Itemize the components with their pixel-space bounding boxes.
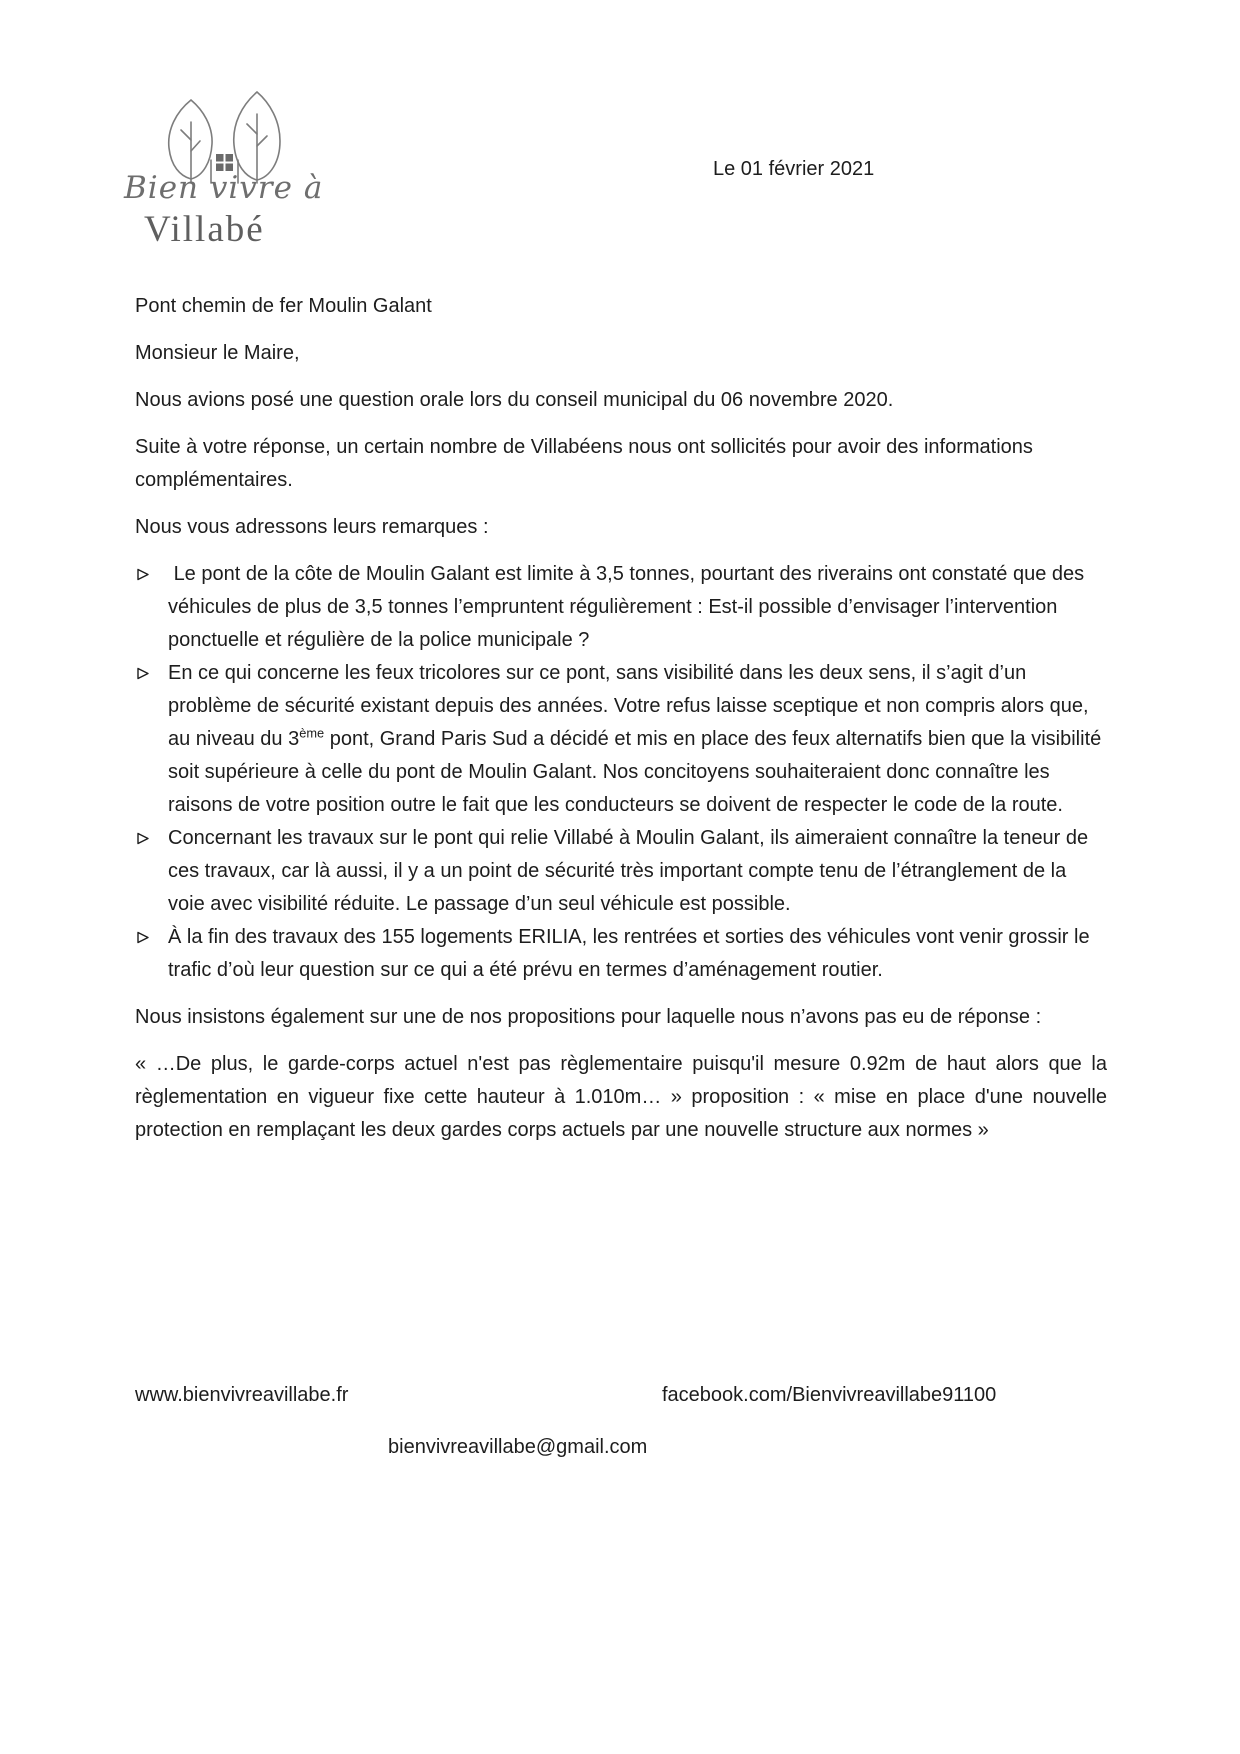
quoted-proposal: « …De plus, le garde-corps actuel n'est pas règlementaire puisqu'il mesure 0.92m de haut alors que la règlementation en vigueur fixe cette hauteur à 1.010m… » proposition : « mise en place d'une nouvelle protection en remplaçant les deux gardes corps actuels par une nouvelle structure aux normes » — [135, 1053, 1107, 1141]
subject-line: Pont chemin de fer Moulin Galant — [135, 295, 432, 317]
list-item-text: À la fin des travaux des 155 logements ERILIA, les rentrées et sorties des véhicules vont venir grossir le trafic d’où leur question sur ce qui a été prévu en termes d’aménagement routier. — [168, 926, 1096, 981]
salutation: Monsieur le Maire, — [135, 342, 300, 364]
logo-script-text: Bien vivre à — [124, 170, 324, 206]
logo — [126, 88, 326, 251]
arrow-bullet-icon — [135, 931, 168, 944]
paragraph-2: Suite à votre réponse, un certain nombre de Villabéens nous ont sollicités pour avoir des informations complémentaires. — [135, 436, 1045, 491]
arrow-bullet-icon — [135, 667, 168, 680]
letter-body — [135, 290, 1107, 1161]
ordinal-superscript: ème — [299, 725, 325, 741]
footer-facebook: facebook.com/Bienvivreavillabe91100 — [662, 1384, 997, 1406]
letter-date: Le 01 février 2021 — [713, 158, 875, 180]
paragraph-1: Nous avions posé une question orale lors du conseil municipal du 06 novembre 2020. — [135, 389, 894, 411]
footer-email: bienvivreavillabe@gmail.com — [388, 1436, 648, 1458]
list-item-text — [168, 657, 1107, 822]
footer-website: www.bienvivreavillabe.fr — [135, 1384, 349, 1406]
list-item-text-post: pont, Grand Paris Sud a décidé et mis en place des feux alternatifs bien que la visibilité soit supérieure à celle du pont de Moulin Galant. Nos concitoyens souhaiteraient donc connaître les raisons de votre position outre le fait que les conducteurs se doivent de respecter le code de la route. — [168, 728, 1107, 816]
list-item-text: Le pont de la côte de Moulin Galant est limite à 3,5 tonnes, pourtant des riverains ont constaté que des véhicules de plus de 3,5 tonnes l’empruntent régulièrement : Est-il possible d’envisager l’intervention ponctuelle et régulière de la police municipale ? — [168, 563, 1090, 651]
arrow-bullet-icon — [135, 832, 168, 845]
list-item-text: Concernant les travaux sur le pont qui relie Villabé à Moulin Galant, ils aimeraient connaître la teneur de ces travaux, car là aussi, il y a un point de sécurité très important compte tenu de l’étranglement de la voie avec visibilité réduite. Le passage d’un seul véhicule est possible. — [168, 827, 1094, 915]
list-item — [135, 657, 1107, 822]
logo-name-text: Villabé — [144, 209, 265, 250]
arrow-bullet-icon — [135, 568, 168, 581]
list-item — [135, 822, 1107, 921]
remarks-list — [135, 558, 1107, 987]
paragraph-3: Nous vous adressons leurs remarques : — [135, 516, 489, 538]
paragraph-4: Nous insistons également sur une de nos propositions pour laquelle nous n’avons pas eu de réponse : — [135, 1006, 1042, 1028]
list-item — [135, 921, 1107, 987]
list-item-text-pre: En ce qui concerne les feux tricolores sur ce pont, sans visibilité dans les deux sens, il s’agit d’un problème de sécurité existant depuis des années. Votre refus laisse sceptique et non compris alors que, au niveau du 3 — [168, 662, 1095, 750]
list-item — [135, 558, 1107, 657]
